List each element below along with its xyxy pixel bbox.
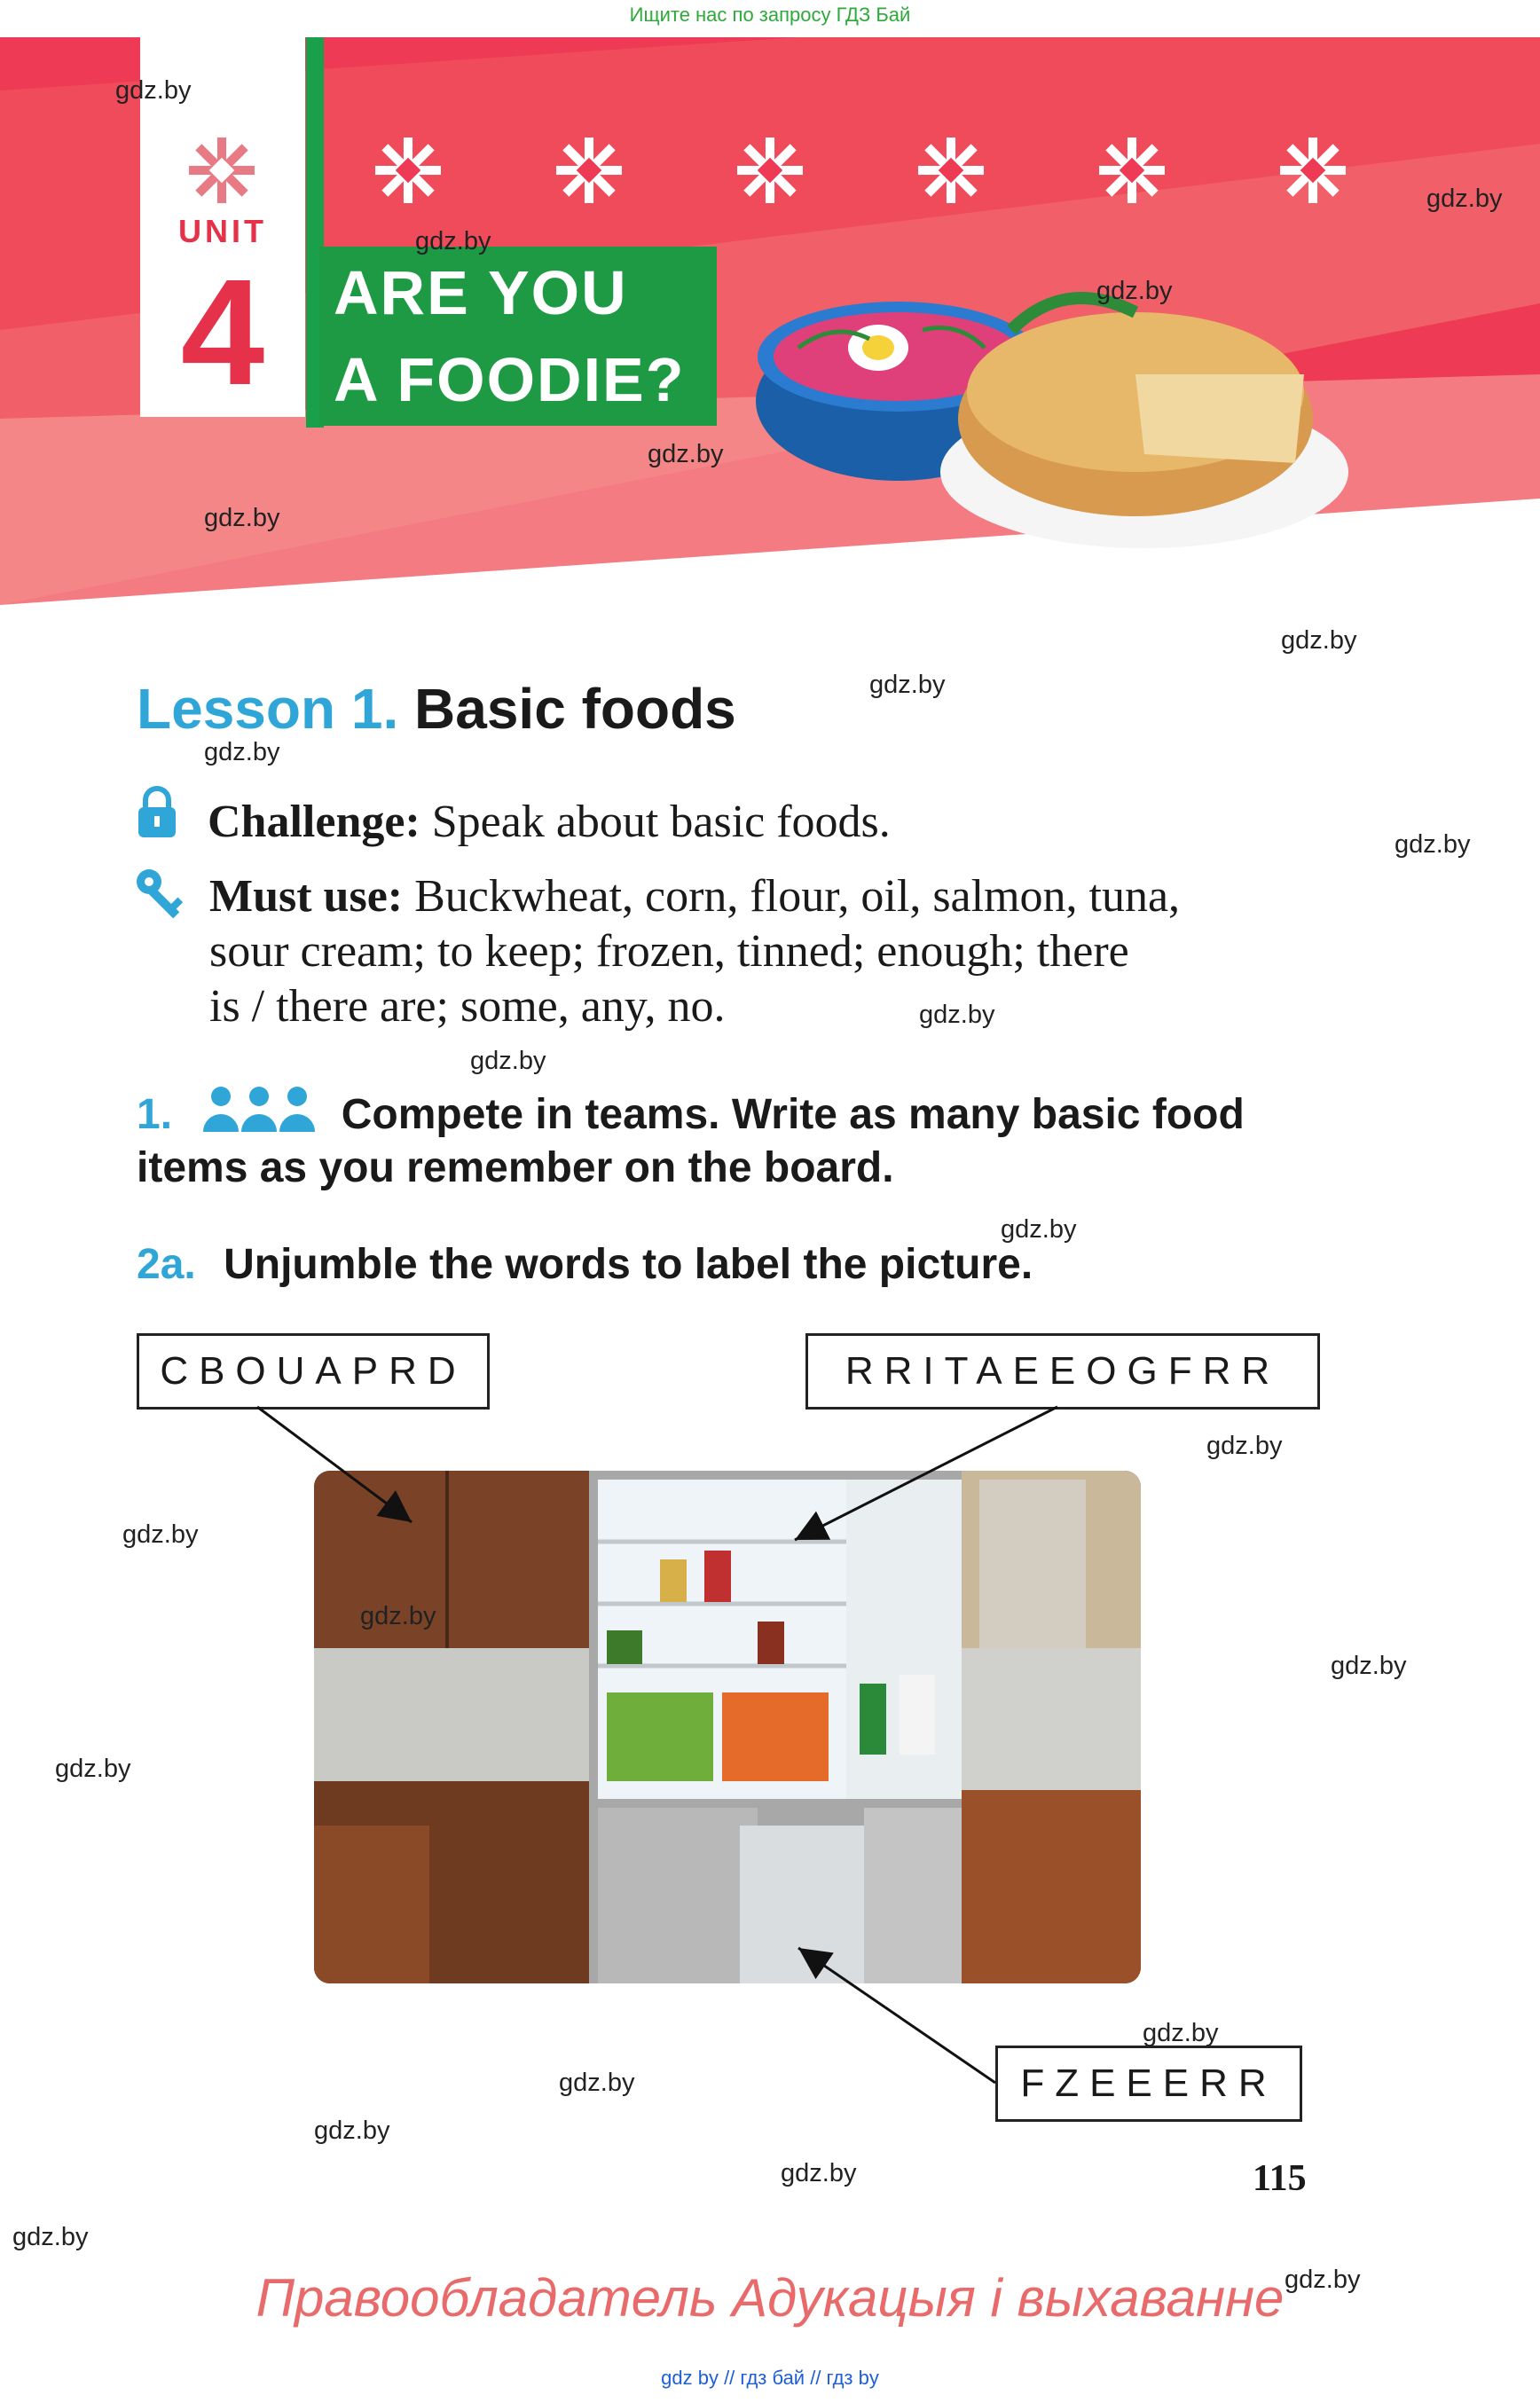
watermark: gdz.by — [204, 504, 280, 532]
lesson-title — [137, 676, 736, 742]
watermark: gdz.by — [360, 1602, 436, 1630]
watermark: gdz.by — [1206, 1432, 1283, 1460]
watermark: gdz.by — [314, 2116, 390, 2145]
page-number: 115 — [1253, 2158, 1307, 2199]
watermark: gdz.by — [415, 227, 491, 255]
watermark: gdz.by — [1281, 626, 1357, 655]
task-1-number: 1. — [137, 1091, 173, 1138]
watermark: gdz.by — [559, 2069, 635, 2097]
task-1-line1: Compete in teams. Write as many basic food — [341, 1091, 1245, 1138]
watermark: gdz.by — [1426, 185, 1503, 213]
copyright-notice: Правообладатель Адукацыя і выхаванне — [255, 2268, 1285, 2328]
challenge-text: Speak about basic foods. — [431, 797, 891, 847]
task-2a-number: 2a. — [137, 1241, 196, 1288]
must-use-line3: is / there are; some, any, no. — [209, 981, 726, 1032]
must-use-label: Must use: — [209, 871, 404, 922]
label-box-cupboard: CBOUAPRD — [137, 1333, 490, 1410]
lesson-number: Lesson 1. — [137, 677, 399, 741]
watermark: gdz.by — [1143, 2019, 1219, 2047]
lesson-name: Basic foods — [414, 677, 736, 741]
task-1 — [137, 1084, 1325, 1195]
snowflake-icon — [1095, 133, 1169, 208]
watermark: gdz.by — [55, 1755, 131, 1783]
team-icon — [201, 1084, 317, 1134]
challenge-label: Challenge: — [208, 797, 420, 847]
watermark: gdz.by — [1331, 1652, 1407, 1680]
watermark: gdz.by — [1001, 1215, 1077, 1244]
must-use-block — [209, 869, 1363, 1034]
unit-label: UNIT — [178, 213, 267, 249]
watermark: gdz.by — [1395, 830, 1471, 859]
task-1-line2: items as you remember on the board. — [137, 1144, 894, 1191]
snowflake-icon — [552, 133, 626, 208]
unit-number: 4 — [180, 248, 265, 417]
unit-title-line1: ARE YOU — [334, 258, 628, 327]
must-use-line1: Buckwheat, corn, flour, oil, salmon, tuna, — [414, 871, 1181, 922]
search-banner[interactable]: Ищите нас по запросу ГДЗ Бай — [629, 4, 911, 26]
snowflake-icon — [1276, 133, 1350, 208]
label-box-refrigerator: RRITAEEOGFRR — [805, 1333, 1320, 1410]
snowflake-icon — [733, 133, 807, 208]
watermark: gdz.by — [12, 2223, 89, 2251]
unit-title-line2: A FOODIE? — [334, 345, 686, 414]
snowflake-icon — [371, 133, 445, 208]
watermark: gdz.by — [781, 2159, 857, 2187]
watermark: gdz.by — [122, 1520, 199, 1549]
watermark: gdz.by — [869, 671, 946, 699]
label-box-freezer: FZEEERR — [995, 2046, 1302, 2122]
watermark: gdz.by — [648, 440, 724, 468]
task-2a — [137, 1240, 1033, 1289]
watermark: gdz.by — [1285, 2266, 1361, 2294]
bottom-links[interactable]: gdz by // гдз бай // гдз by — [661, 2367, 879, 2389]
label-arrows — [0, 1331, 1540, 2093]
watermark: gdz.by — [919, 1001, 995, 1029]
snowflake-icon — [914, 133, 988, 208]
watermark: gdz.by — [470, 1047, 546, 1075]
watermark: gdz.by — [1096, 277, 1173, 305]
task-2a-text: Unjumble the words to label the picture. — [224, 1241, 1033, 1288]
challenge-row — [137, 795, 1379, 850]
must-use-line2: sour cream; to keep; frozen, tinned; enough; there — [209, 926, 1129, 977]
key-icon — [133, 866, 190, 923]
snowflake-icon — [185, 133, 259, 208]
watermark: gdz.by — [115, 76, 192, 105]
watermark: gdz.by — [204, 738, 280, 766]
